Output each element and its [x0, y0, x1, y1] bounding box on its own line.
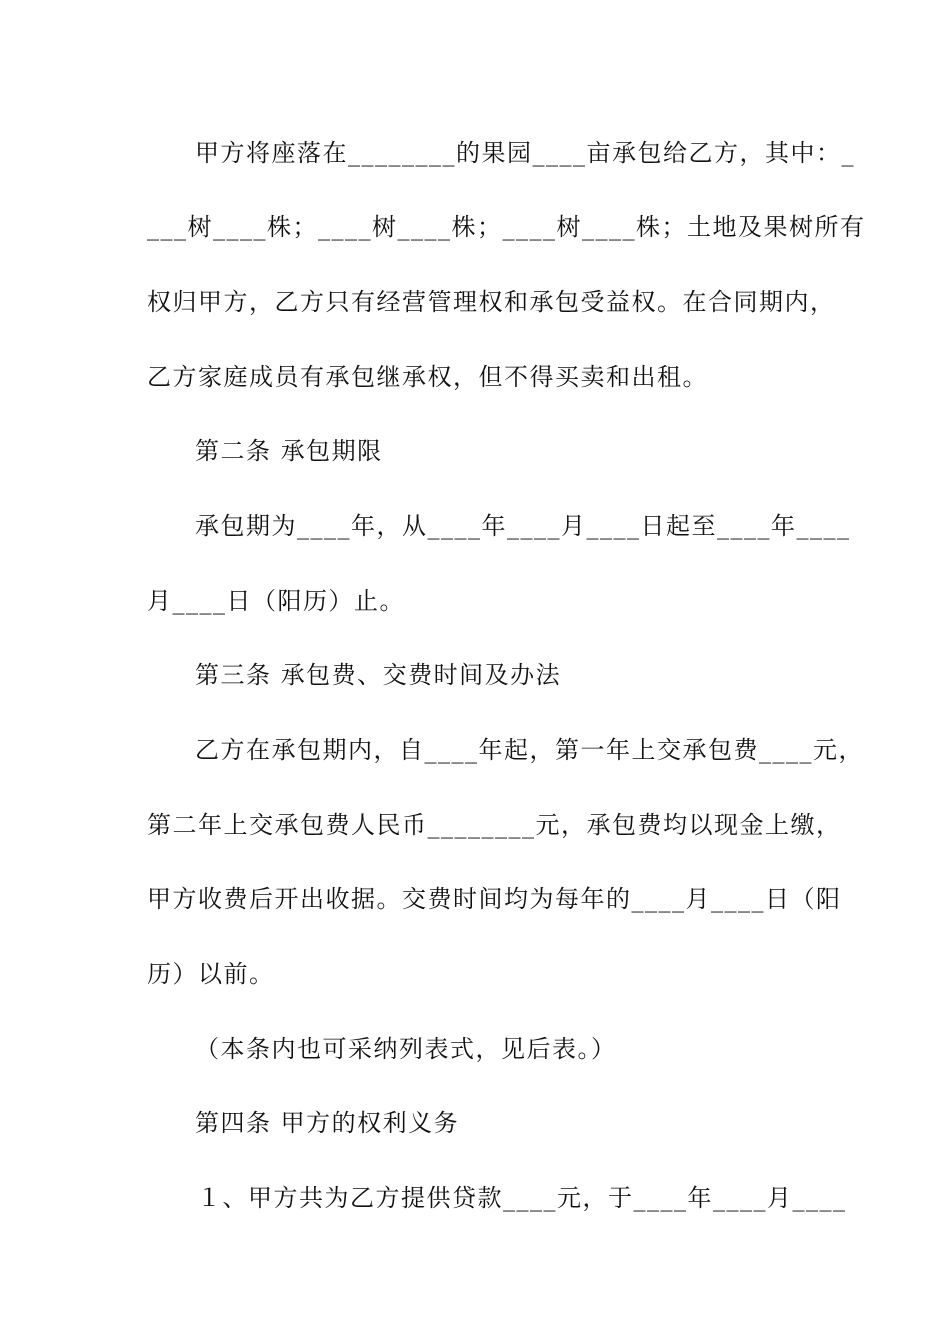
section-heading: 第四条 甲方的权利义务: [195, 1109, 460, 1137]
paragraph-line: 第二年上交承包费人民币________元，承包费均以现金上缴，: [147, 811, 842, 839]
paragraph-line: 甲方将座落在________的果园____亩承包给乙方，其中：_: [195, 139, 855, 167]
list-item: １、甲方共为乙方提供贷款____元，于____年____月____: [197, 1184, 847, 1212]
paragraph-line: 历）以前。: [147, 960, 275, 988]
paragraph-line: 乙方家庭成员有承包继承权，但不得买卖和出租。: [147, 363, 708, 391]
paragraph-line: 乙方在承包期内，自____年起，第一年上交承包费____元，: [195, 736, 864, 764]
note-line: （本条内也可采纳列表式，见后表。）: [195, 1035, 617, 1063]
section-heading: 第三条 承包费、交费时间及办法: [195, 661, 562, 689]
section-heading: 第二条 承包期限: [195, 437, 383, 465]
paragraph-line: ___树____株；____树____株；____树____株；土地及果树所有: [147, 213, 866, 241]
paragraph-line: 甲方收费后开出收据。交费时间均为每年的____月____日（阳: [147, 885, 842, 913]
paragraph-line: 权归甲方，乙方只有经营管理权和承包受益权。在合同期内，: [147, 288, 836, 316]
paragraph-line: 月____日（阳历）止。: [147, 587, 405, 615]
paragraph-line: 承包期为____年，从____年____月____日起至____年____: [195, 512, 851, 540]
